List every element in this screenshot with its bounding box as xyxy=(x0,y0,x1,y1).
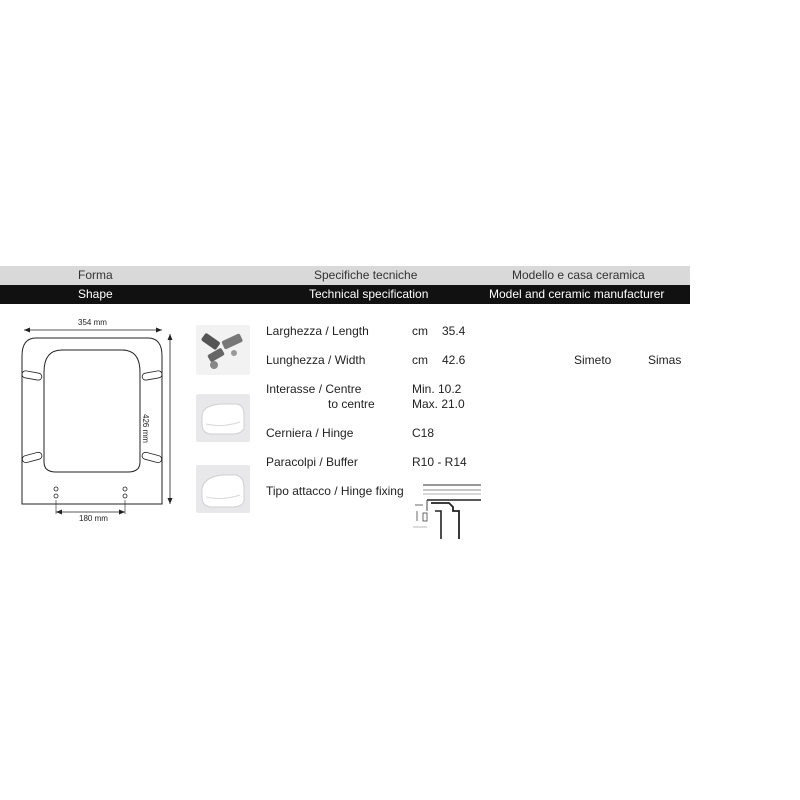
header-model-it: Modello e casa ceramica xyxy=(512,268,645,282)
header-model-en: Model and ceramic manufacturer xyxy=(489,287,665,301)
bumper-top-left xyxy=(21,370,42,380)
spec-centre-label-1: Interasse / Centre xyxy=(266,382,362,396)
bumper-bottom-right xyxy=(141,452,162,464)
header-spec-it: Specifiche tecniche xyxy=(314,268,418,282)
seat-drawing xyxy=(14,314,189,526)
spec-length-label: Larghezza / Length xyxy=(266,324,369,338)
header-shape-it: Forma xyxy=(78,268,113,282)
bottom-dim-arrow-left xyxy=(56,510,62,515)
hinge-fixing-diagram xyxy=(413,481,483,539)
hinge-fixing-icon xyxy=(413,481,483,539)
header-row-english xyxy=(0,285,690,304)
buffer-icon xyxy=(196,394,250,442)
spec-buffer-label: Paracolpi / Buffer xyxy=(266,455,358,469)
seat-outline-svg xyxy=(14,314,189,526)
hinge-hole-right-top xyxy=(123,487,127,491)
header-shape-en: Shape xyxy=(78,287,113,301)
spec-centre-min: Min. 10.2 xyxy=(412,382,462,396)
side-dim-arrow-top xyxy=(168,334,173,340)
spec-length-unit: cm xyxy=(412,324,428,338)
hinge-hole-left-bottom xyxy=(54,494,58,498)
spec-buffer-value: R10 - R14 xyxy=(412,455,467,469)
model-manufacturer: Simas xyxy=(648,353,682,367)
top-dim-arrow-left xyxy=(24,328,30,333)
buffer-photo-2 xyxy=(196,465,250,513)
header-spec-en: Technical specification xyxy=(309,287,429,301)
buffer-icon-2 xyxy=(196,465,250,513)
buffer-photo-1 xyxy=(196,394,250,442)
spec-hinge-value: C18 xyxy=(412,426,435,440)
side-dimension-label: 426 mm xyxy=(141,414,150,443)
bumper-top-right xyxy=(142,370,163,380)
hinge-icon xyxy=(196,325,250,375)
side-dim-arrow-bottom xyxy=(168,498,173,504)
model-name: Simeto xyxy=(574,353,612,367)
spec-length-value: 35.4 xyxy=(442,324,466,338)
spec-width-label: Lunghezza / Width xyxy=(266,353,366,367)
spec-centre-label-2: to centre xyxy=(328,397,375,411)
hinge-hole-left-top xyxy=(54,487,58,491)
bottom-dimension-label: 180 mm xyxy=(79,514,108,523)
top-dimension-label: 354 mm xyxy=(78,318,107,327)
bottom-dim-arrow-right xyxy=(119,510,125,515)
hinge-photo xyxy=(196,325,250,375)
hinge-hole-right-bottom xyxy=(123,494,127,498)
top-dim-arrow-right xyxy=(156,328,162,333)
seat-inner-outline xyxy=(44,350,140,472)
spec-hinge-label: Cerniera / Hinge xyxy=(266,426,354,440)
header-row-italian xyxy=(0,266,690,285)
spec-width-value: 42.6 xyxy=(442,353,466,367)
spec-width-unit: cm xyxy=(412,353,428,367)
spec-fixing-label: Tipo attacco / Hinge fixing xyxy=(266,484,404,498)
bumper-bottom-left xyxy=(22,452,43,464)
spec-centre-max: Max. 21.0 xyxy=(412,397,465,411)
